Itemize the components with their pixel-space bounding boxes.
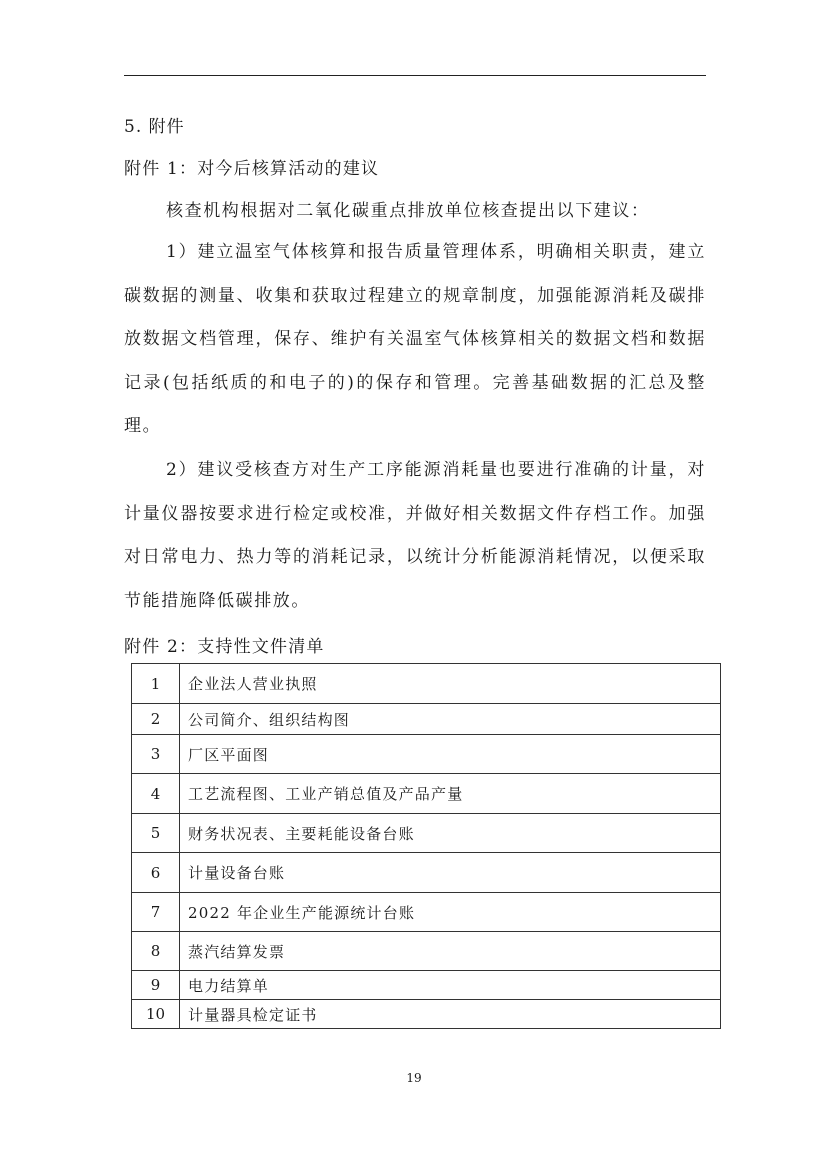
row-number: 5: [132, 814, 180, 853]
page-number: 19: [406, 1071, 422, 1085]
document-name: 公司简介、组织结构图: [180, 704, 721, 735]
table-row: [132, 1000, 721, 1029]
row-number: 7: [132, 893, 180, 932]
document-name: 企业法人营业执照: [180, 664, 721, 704]
header-rule: [124, 75, 706, 76]
table-row: [132, 932, 721, 971]
row-number: 3: [132, 735, 180, 774]
recommendation-1: 1）建立温室气体核算和报告质量管理体系，明确相关职责，建立碳数据的测量、收集和获取过程建立的规章制度，加强能源消耗及碳排放数据文档管理，保存、维护有关温室气体核算相关的数据文档和数据记录(包括纸质的和电子的)的保存和管理。完善基础数据的汇总及整理。: [124, 242, 706, 436]
document-name: 蒸汽结算发票: [180, 932, 721, 971]
document-name: 电力结算单: [180, 971, 721, 1000]
document-name: 2022 年企业生产能源统计台账: [180, 893, 721, 932]
table-row: [132, 971, 721, 1000]
document-name: 工艺流程图、工业产销总值及产品产量: [180, 774, 721, 814]
row-number: 10: [132, 1000, 180, 1029]
table-row: [132, 704, 721, 735]
attachment1-title: 附件 1：对今后核算活动的建议: [124, 159, 380, 179]
document-name: 计量设备台账: [180, 853, 721, 893]
recommendation-2: 2）建议受核查方对生产工序能源消耗量也要进行准确的计量，对计量仪器按要求进行检定或校准，并做好相关数据文件存档工作。加强对日常电力、热力等的消耗记录，以统计分析能源消耗情况，以便采取节能措施降低碳排放。: [124, 460, 706, 611]
row-number: 4: [132, 774, 180, 814]
document-name: 财务状况表、主要耗能设备台账: [180, 814, 721, 853]
row-number: 1: [132, 664, 180, 704]
table-row: [132, 814, 721, 853]
table-row: [132, 774, 721, 814]
table-row: [132, 735, 721, 774]
row-number: 9: [132, 971, 180, 1000]
section-heading: 5. 附件: [124, 117, 185, 137]
attachment2-title: 附件 2：支持性文件清单: [124, 637, 325, 657]
attachment1-intro: 核查机构根据对二氧化碳重点排放单位核查提出以下建议：: [166, 201, 650, 221]
document-name: 厂区平面图: [180, 735, 721, 774]
table-row: [132, 893, 721, 932]
document-name: 计量器具检定证书: [180, 1000, 721, 1029]
supporting-documents-table: [131, 663, 721, 1029]
row-number: 6: [132, 853, 180, 893]
row-number: 8: [132, 932, 180, 971]
table-row: [132, 853, 721, 893]
row-number: 2: [132, 704, 180, 735]
table-row: [132, 664, 721, 704]
